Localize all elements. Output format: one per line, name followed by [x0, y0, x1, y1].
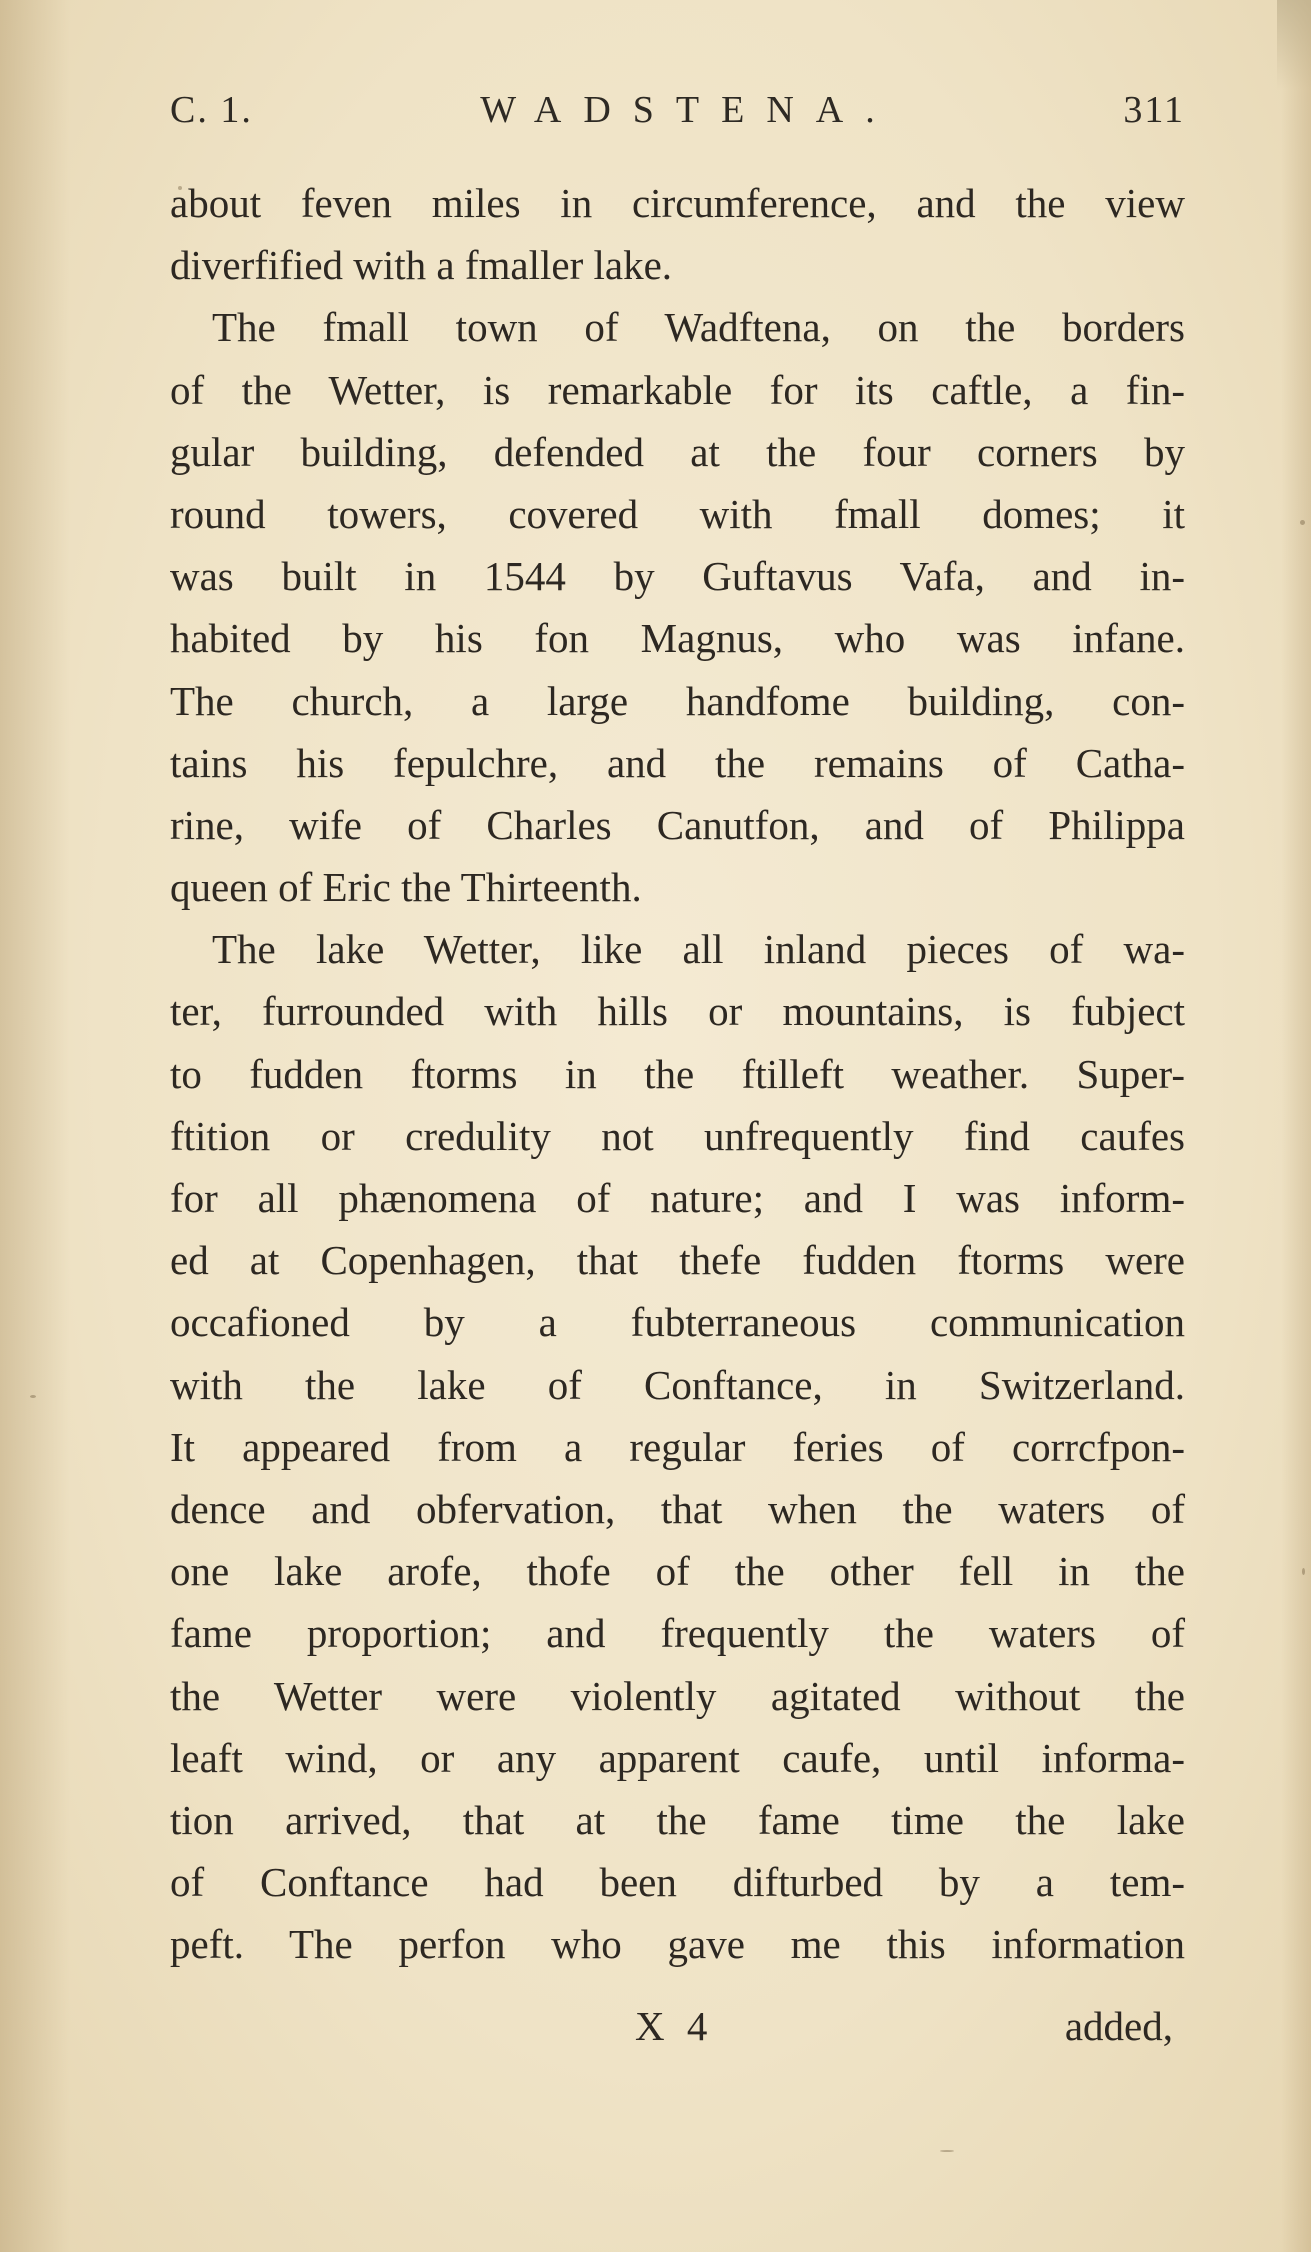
- text-line: was built in 1544 by Guftavus Vafa, and in-: [170, 553, 1185, 600]
- text-line: queen of Eric the Thirteenth.: [170, 864, 642, 911]
- text-line: It appeared from a regular feries of corrcfpon-: [170, 1423, 1185, 1470]
- running-title: WADSTENA.: [480, 89, 897, 131]
- text-line: The fmall town of Wadftena, on the borders: [212, 304, 1185, 351]
- body-text: [170, 172, 1185, 1975]
- text-line: fame proportion; and frequently the waters of: [170, 1610, 1185, 1657]
- text-line: The church, a large handfome building, con-: [170, 677, 1185, 724]
- text-line: one lake arofe, thofe of the other fell in the: [170, 1548, 1185, 1595]
- text-line: round towers, covered with fmall domes; it: [170, 490, 1185, 537]
- text-line: to fudden ftorms in the ftilleft weather. Super-: [170, 1050, 1185, 1097]
- chapter-reference: C. 1.: [170, 89, 253, 131]
- text-line: ed at Copenhagen, that thefe fudden ftorms were: [170, 1237, 1185, 1284]
- text-line: occafioned by a fubterraneous communication: [170, 1299, 1185, 1346]
- text-line: habited by his fon Magnus, who was infane.: [170, 615, 1185, 662]
- text-line: ftition or credulity not unfrequently find caufes: [170, 1112, 1185, 1159]
- paper-fleck: [940, 2150, 954, 2152]
- paper-fleck: [30, 1395, 36, 1398]
- text-line: the Wetter were violently agitated without the: [170, 1672, 1185, 1719]
- text-line: tains his fepulchre, and the remains of Catha-: [170, 739, 1185, 786]
- text-line: ter, furrounded with hills or mountains, is fubject: [170, 988, 1185, 1035]
- text-line: rine, wife of Charles Canutfon, and of Philippa: [170, 801, 1185, 848]
- text-line: dence and obfervation, that when the waters of: [170, 1485, 1185, 1532]
- text-line: about feven miles in circumference, and the view: [170, 180, 1185, 226]
- page-edge-shadow: [1281, 0, 1311, 2252]
- text-line: The lake Wetter, like all inland pieces of wa-: [212, 926, 1185, 973]
- paper-fleck: [1300, 520, 1305, 525]
- paper-fleck: [1302, 1568, 1305, 1575]
- running-head: [170, 88, 1185, 148]
- text-line: with the lake of Conftance, in Switzerland.: [170, 1361, 1185, 1408]
- text-line: gular building, defended at the four corners by: [170, 428, 1185, 475]
- catchword: added,: [1064, 2003, 1173, 2049]
- signature-mark: X 4: [635, 2003, 714, 2049]
- paper-fleck: [178, 186, 182, 190]
- text-line: diverfified with a fmaller lake.: [170, 242, 673, 289]
- text-line: of Conftance had been difturbed by a tem-: [170, 1859, 1185, 1906]
- text-line: for all phænomena of nature; and I was inform-: [170, 1175, 1185, 1221]
- page-number: 311: [1123, 89, 1185, 131]
- text-line: tion arrived, that at the fame time the lake: [170, 1796, 1185, 1843]
- page-corner-discoloration: [1277, 0, 1311, 90]
- text-line: leaft wind, or any apparent caufe, until informa-: [170, 1734, 1185, 1781]
- page-footer: [170, 1996, 1185, 2056]
- text-line: of the Wetter, is remarkable for its caftle, a fin-: [170, 366, 1185, 413]
- text-line: peft. The perfon who gave me this information: [170, 1921, 1185, 1968]
- gutter-shadow: [0, 0, 70, 2252]
